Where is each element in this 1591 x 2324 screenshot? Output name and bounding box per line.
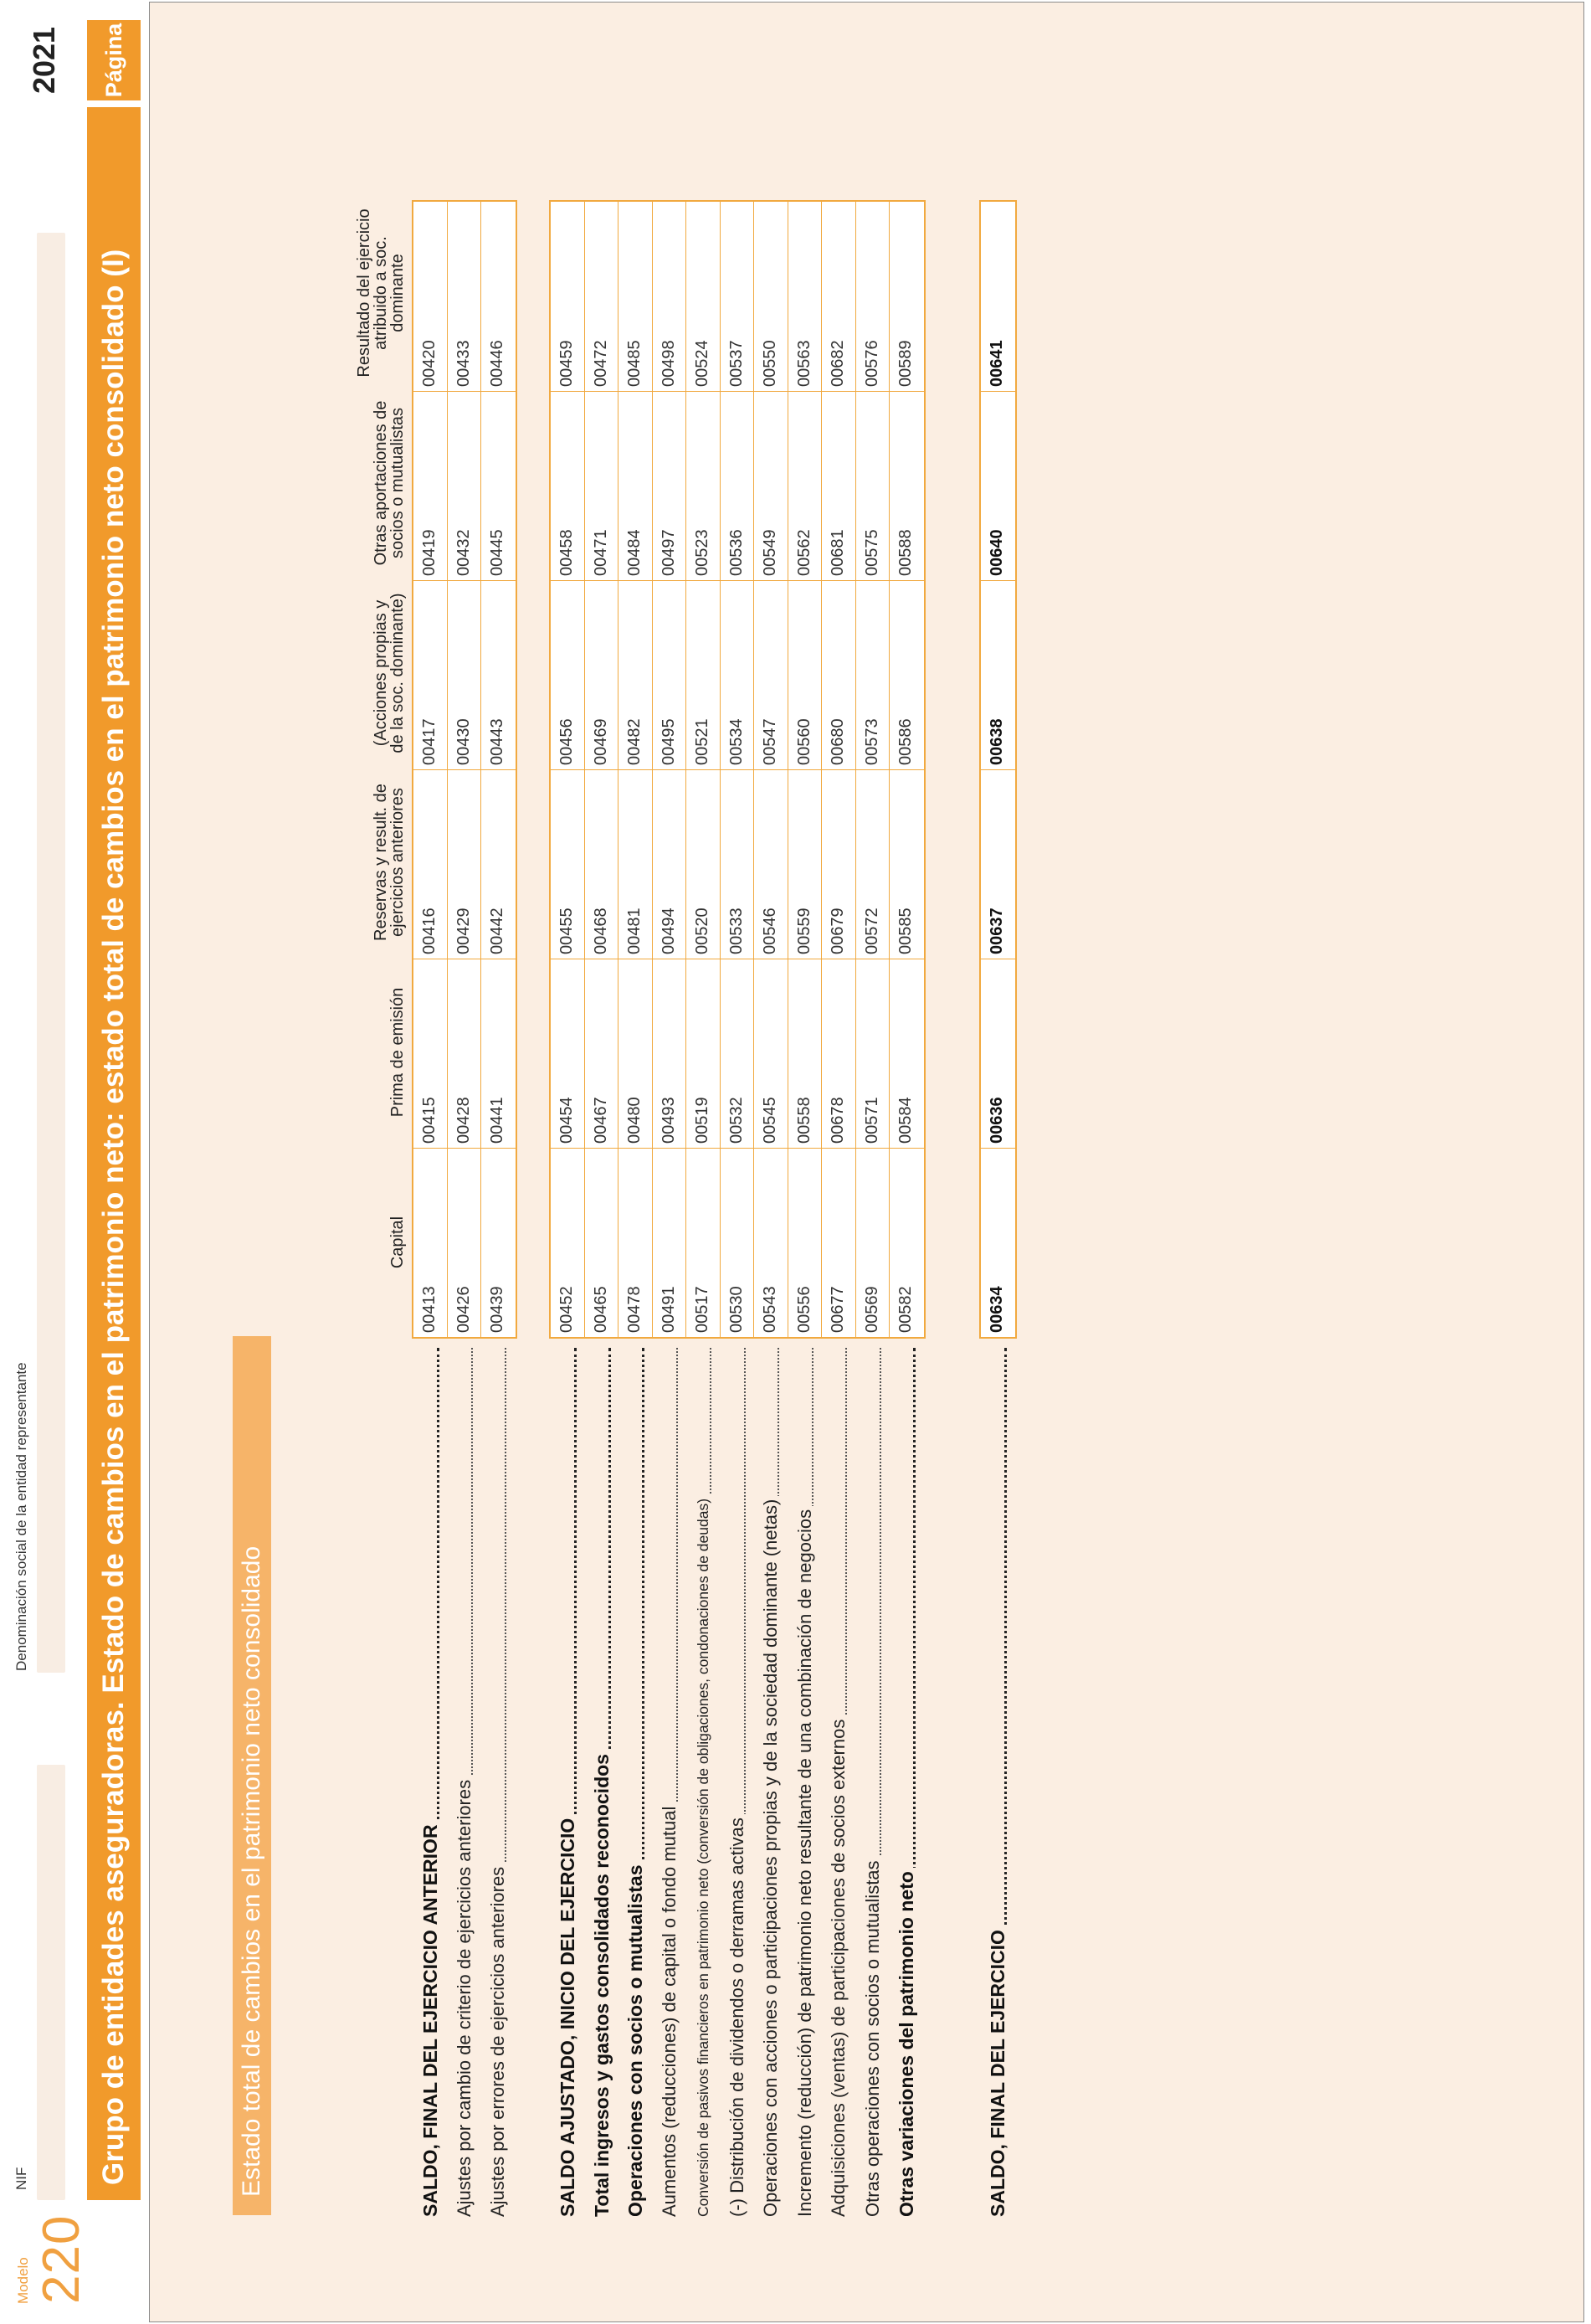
amount-field[interactable]: 00454 bbox=[551, 959, 584, 1148]
table-row bbox=[754, 202, 788, 1337]
amount-field[interactable]: 00559 bbox=[788, 769, 822, 959]
modelo-label: Modelo bbox=[15, 2257, 31, 2304]
amount-field[interactable]: 00430 bbox=[448, 580, 481, 769]
row-label-text: (-) Distribución de dividendos o derramas activas bbox=[726, 1814, 747, 2217]
amount-field[interactable]: 00575 bbox=[856, 391, 890, 580]
column-header-line: socios o mutualistas bbox=[388, 407, 407, 559]
amount-field[interactable]: 00417 bbox=[413, 580, 447, 769]
table-row bbox=[788, 202, 823, 1337]
row-label bbox=[618, 1343, 653, 2217]
table-row bbox=[822, 202, 856, 1337]
amount-field[interactable]: 00546 bbox=[754, 769, 788, 959]
amount-field[interactable]: 00572 bbox=[856, 769, 890, 959]
row-label bbox=[788, 1343, 823, 2217]
row-label-text: Operaciones con socios o mutualistas bbox=[624, 1861, 646, 2217]
amount-field[interactable]: 00455 bbox=[551, 769, 584, 959]
amount-field[interactable]: 00524 bbox=[693, 340, 711, 387]
column-header-line: Reservas y result. de bbox=[372, 784, 390, 941]
column-header bbox=[297, 956, 406, 1149]
amount-field[interactable]: 00446 bbox=[488, 340, 506, 387]
amount-field[interactable]: 00521 bbox=[686, 580, 720, 769]
column-header-line: de la soc. dominante) bbox=[388, 593, 407, 753]
table-row bbox=[618, 202, 653, 1337]
amount-field[interactable]: 00498 bbox=[659, 340, 678, 387]
column-header-line: ejercicios anteriores bbox=[388, 788, 407, 937]
column-header-line: Resultado del ejercicio bbox=[355, 208, 373, 378]
code-table bbox=[412, 200, 517, 1339]
amount-field[interactable]: 00582 bbox=[890, 1148, 924, 1337]
amount-field[interactable]: 00549 bbox=[754, 391, 788, 580]
amount-field[interactable]: 00467 bbox=[585, 959, 618, 1148]
amount-field[interactable]: 00497 bbox=[653, 391, 686, 580]
amount-field[interactable]: 00680 bbox=[822, 580, 855, 769]
row-label-text: Ajustes por errores de ejercicios anteriores bbox=[487, 1864, 508, 2217]
amount-field[interactable]: 00452 bbox=[551, 1148, 584, 1337]
table-row bbox=[856, 202, 890, 1337]
amount-field[interactable]: 00534 bbox=[721, 580, 754, 769]
amount-field[interactable]: 00413 bbox=[413, 1148, 447, 1337]
row-label bbox=[686, 1343, 721, 2217]
row-label-text: Ajustes por cambio de criterio de ejercicios anteriores bbox=[454, 1776, 475, 2217]
row-label bbox=[856, 1343, 890, 2217]
row-label bbox=[448, 1343, 482, 2217]
amount-field[interactable]: 00519 bbox=[686, 959, 720, 1148]
row-label bbox=[754, 1343, 788, 2217]
code-table bbox=[549, 200, 926, 1339]
row-label bbox=[822, 1343, 856, 2217]
column-header bbox=[297, 197, 406, 389]
amount-field[interactable]: 00432 bbox=[448, 391, 481, 580]
amount-field[interactable]: 00517 bbox=[686, 1148, 720, 1337]
denominacion-label: Denominación social de la entidad representante bbox=[13, 1362, 29, 1671]
nif-label: NIF bbox=[13, 2167, 29, 2190]
page-title: Grupo de entidades aseguradoras. Estado de cambios en el patrimonio neto: estado total de cambios en el patrimonio neto consolidado (I) bbox=[87, 107, 141, 2200]
amount-field[interactable]: 00478 bbox=[618, 1148, 652, 1337]
amount-field[interactable]: 00589 bbox=[896, 340, 915, 387]
row-label-text: SALDO, FINAL DEL EJERCICIO bbox=[987, 1926, 1008, 2217]
column-header-line: (Acciones propias y bbox=[372, 599, 390, 747]
row-label-text: SALDO, FINAL DEL EJERCICIO ANTERIOR bbox=[419, 1821, 441, 2217]
amount-field[interactable]: 00585 bbox=[890, 769, 924, 959]
row-label bbox=[981, 1343, 1015, 2217]
page-number-tag: Página bbox=[87, 20, 141, 100]
amount-field[interactable]: 00536 bbox=[721, 391, 754, 580]
amount-field[interactable]: 00426 bbox=[448, 1148, 481, 1337]
amount-field[interactable]: 00520 bbox=[686, 769, 720, 959]
amount-field[interactable]: 00468 bbox=[585, 769, 618, 959]
row-label bbox=[653, 1343, 687, 2217]
amount-field[interactable]: 00439 bbox=[481, 1148, 516, 1337]
row-label bbox=[551, 1343, 585, 2217]
nif-field[interactable] bbox=[37, 1765, 65, 2200]
amount-field[interactable]: 00558 bbox=[788, 959, 822, 1148]
amount-field[interactable]: 00547 bbox=[754, 580, 788, 769]
amount-field[interactable]: 00482 bbox=[618, 580, 652, 769]
table-row bbox=[413, 202, 448, 1337]
amount-field[interactable]: 00458 bbox=[551, 391, 584, 580]
amount-field[interactable]: 00679 bbox=[822, 769, 855, 959]
column-header bbox=[297, 1146, 406, 1339]
row-label bbox=[890, 1343, 924, 2217]
column-header bbox=[297, 577, 406, 769]
amount-field[interactable]: 00428 bbox=[448, 959, 481, 1148]
row-label-text: Otras variaciones del patrimonio neto bbox=[896, 1868, 917, 2217]
amount-field[interactable]: 00481 bbox=[618, 769, 652, 959]
amount-field[interactable]: 00456 bbox=[551, 580, 584, 769]
amount-field[interactable]: 00523 bbox=[686, 391, 720, 580]
amount-field[interactable]: 00433 bbox=[454, 340, 473, 387]
amount-field[interactable]: 00641 bbox=[988, 340, 1006, 387]
amount-field[interactable]: 00681 bbox=[822, 391, 855, 580]
column-header-line: Capital bbox=[388, 1216, 407, 1269]
row-label bbox=[413, 1343, 448, 2217]
row-label-text: Conversión de pasivos financieros en patrimonio neto (conversión de obligaciones, condonaciones de deudas) bbox=[695, 1495, 711, 2217]
row-label-text: Otras operaciones con socios o mutualistas bbox=[862, 1857, 883, 2217]
column-header-line: atribuido a soc. dominante bbox=[372, 236, 407, 350]
amount-field[interactable]: 00445 bbox=[481, 391, 516, 580]
amount-field[interactable]: 00550 bbox=[761, 340, 779, 387]
amount-field[interactable]: 00560 bbox=[788, 580, 822, 769]
amount-field[interactable]: 00495 bbox=[653, 580, 686, 769]
amount-field[interactable]: 00543 bbox=[754, 1148, 788, 1337]
table-row bbox=[653, 202, 687, 1337]
amount-field[interactable]: 00443 bbox=[481, 580, 516, 769]
amount-field[interactable]: 00537 bbox=[726, 340, 746, 387]
amount-field[interactable]: 00416 bbox=[413, 769, 447, 959]
amount-field[interactable]: 00677 bbox=[822, 1148, 855, 1337]
amount-field[interactable]: 00682 bbox=[829, 340, 847, 387]
row-label-text: SALDO AJUSTADO, INICIO DEL EJERCICIO bbox=[557, 1815, 578, 2217]
column-header-line: Prima de emisión bbox=[388, 987, 407, 1118]
amount-field[interactable]: 00586 bbox=[890, 580, 924, 769]
modelo-number: 220 bbox=[33, 2214, 90, 2304]
column-header-line: Otras aportaciones de bbox=[372, 400, 390, 566]
amount-field[interactable]: 00480 bbox=[618, 959, 652, 1148]
table-row bbox=[481, 202, 516, 1337]
amount-field[interactable]: 00562 bbox=[788, 391, 822, 580]
amount-field[interactable]: 00419 bbox=[413, 391, 447, 580]
table-row bbox=[981, 202, 1015, 1337]
amount-field[interactable]: 00563 bbox=[794, 340, 813, 387]
amount-field[interactable]: 00556 bbox=[788, 1148, 822, 1337]
row-label-text: Adquisiciones (ventas) de participaciones de socios externos bbox=[828, 1716, 849, 2217]
amount-field[interactable]: 00532 bbox=[721, 959, 754, 1148]
table-row bbox=[585, 202, 619, 1337]
amount-field[interactable]: 00530 bbox=[721, 1148, 754, 1337]
table-row bbox=[721, 202, 755, 1337]
row-label bbox=[721, 1343, 755, 2217]
amount-field[interactable]: 00429 bbox=[448, 769, 481, 959]
amount-field[interactable]: 00491 bbox=[653, 1148, 686, 1337]
amount-field[interactable]: 00636 bbox=[981, 959, 1015, 1148]
table-row bbox=[890, 202, 924, 1337]
amount-field[interactable]: 00576 bbox=[862, 340, 881, 387]
amount-field[interactable]: 00469 bbox=[585, 580, 618, 769]
amount-field[interactable]: 00494 bbox=[653, 769, 686, 959]
table-row bbox=[448, 202, 482, 1337]
code-table bbox=[979, 200, 1017, 1339]
amount-field[interactable]: 00640 bbox=[981, 391, 1015, 580]
amount-field[interactable]: 00634 bbox=[981, 1148, 1015, 1337]
amount-field[interactable]: 00545 bbox=[754, 959, 788, 1148]
amount-field[interactable]: 00588 bbox=[890, 391, 924, 580]
amount-field[interactable]: 00484 bbox=[618, 391, 652, 580]
amount-field[interactable]: 00441 bbox=[481, 959, 516, 1148]
amount-field[interactable]: 00485 bbox=[625, 340, 644, 387]
denominacion-field[interactable] bbox=[37, 233, 65, 1673]
amount-field[interactable]: 00573 bbox=[856, 580, 890, 769]
column-header bbox=[297, 766, 406, 959]
row-label-text: Aumentos (reducciones) de capital o fondo mutual bbox=[659, 1803, 680, 2217]
amount-field[interactable]: 00493 bbox=[653, 959, 686, 1148]
amount-field[interactable]: 00637 bbox=[981, 769, 1015, 959]
amount-field[interactable]: 00569 bbox=[856, 1148, 890, 1337]
row-label-text: Total ingresos y gastos consolidados reconocidos bbox=[591, 1751, 613, 2217]
amount-field[interactable]: 00678 bbox=[822, 959, 855, 1148]
amount-field[interactable]: 00415 bbox=[413, 959, 447, 1148]
amount-field[interactable]: 00420 bbox=[420, 340, 439, 387]
year-label: 2021 bbox=[27, 26, 61, 95]
table-row bbox=[686, 202, 721, 1337]
row-label-text: Operaciones con acciones o participaciones propias y de la sociedad dominante (netas) bbox=[760, 1496, 781, 2217]
row-label-text: Incremento (reducción) de patrimonio neto resultante de una combinación de negocios bbox=[794, 1506, 815, 2217]
amount-field[interactable]: 00472 bbox=[591, 340, 610, 387]
amount-field[interactable]: 00533 bbox=[721, 769, 754, 959]
amount-field[interactable]: 00459 bbox=[557, 340, 576, 387]
row-label bbox=[585, 1343, 619, 2217]
amount-field[interactable]: 00584 bbox=[890, 959, 924, 1148]
amount-field[interactable]: 00638 bbox=[981, 580, 1015, 769]
section-title: Estado total de cambios en el patrimonio neto consolidado bbox=[233, 1336, 271, 2215]
table-row bbox=[551, 202, 585, 1337]
row-label bbox=[481, 1343, 516, 2217]
amount-field[interactable]: 00571 bbox=[856, 959, 890, 1148]
amount-field[interactable]: 00471 bbox=[585, 391, 618, 580]
amount-field[interactable]: 00465 bbox=[585, 1148, 618, 1337]
amount-field[interactable]: 00442 bbox=[481, 769, 516, 959]
column-header bbox=[297, 387, 406, 579]
